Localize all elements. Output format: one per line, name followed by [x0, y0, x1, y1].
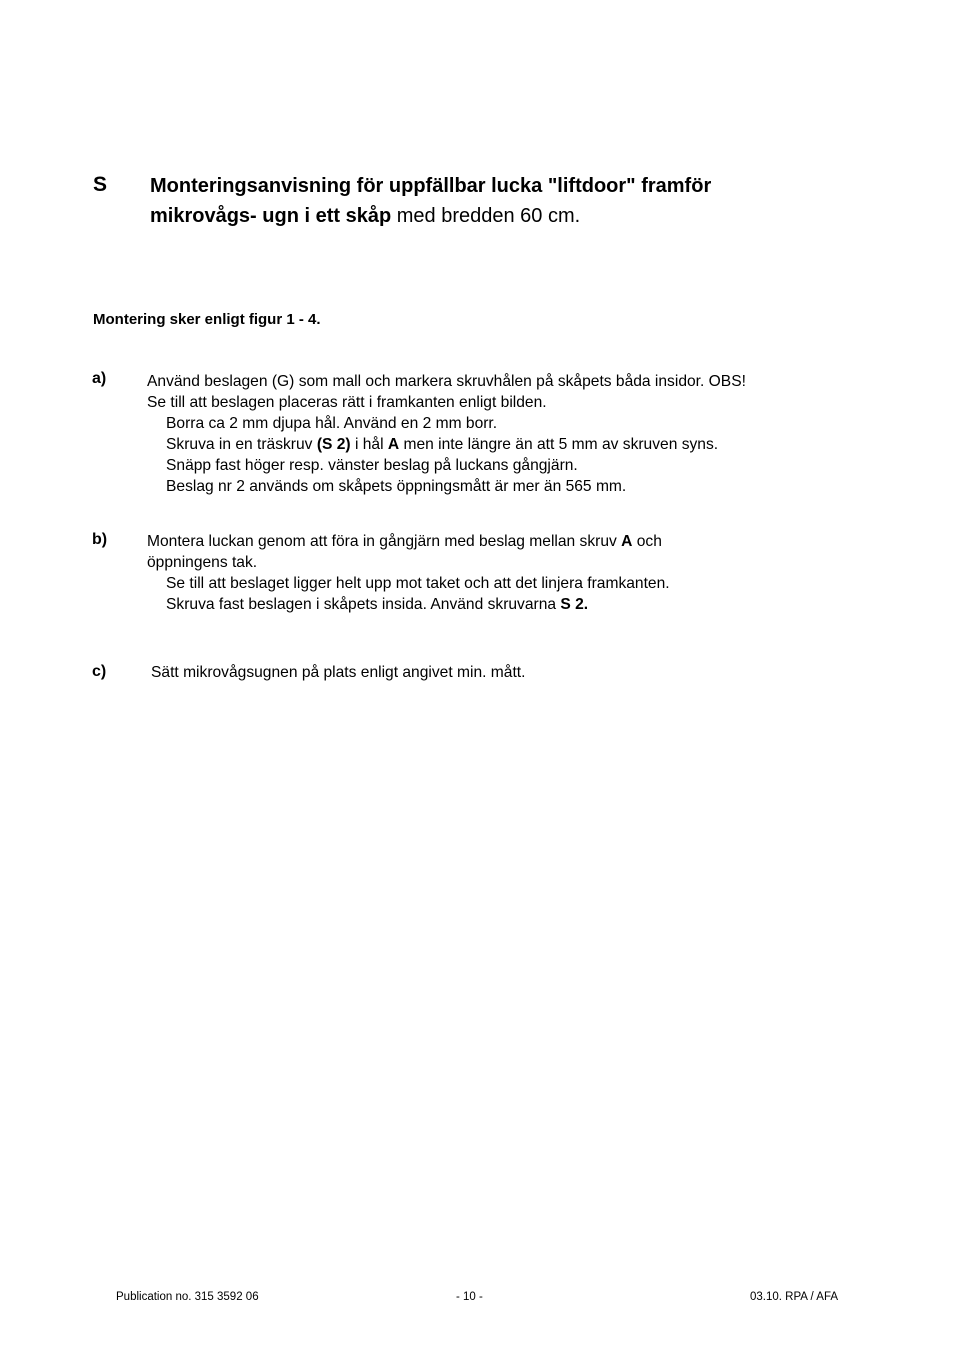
step-a-marker: a)	[92, 370, 107, 387]
step-a-line-4	[147, 434, 746, 455]
step-a-line-1: Använd beslagen (G) som mall och markera skruvhålen på skåpets båda insidor. OBS!	[147, 373, 746, 390]
title-line-2	[150, 201, 711, 231]
step-b-marker: b)	[92, 531, 108, 548]
step-c-text	[151, 662, 525, 683]
step-a-line-2: Se till att beslagen placeras rätt i framkanten enligt bilden.	[147, 394, 547, 411]
step-a-line-4-text-2: i hål	[350, 436, 388, 453]
page-title	[150, 171, 711, 231]
language-code: S	[93, 173, 108, 196]
step-a-text	[147, 371, 746, 497]
step-b-line-4	[147, 594, 670, 615]
step-a-line-4-bold-2: A	[387, 436, 400, 453]
step-b-line-3: Se till att beslaget ligger helt upp mot taket och att det linjera framkanten.	[166, 575, 670, 592]
step-a-line-4-bold-1: (S 2)	[316, 436, 351, 453]
step-c-line-1: Sätt mikrovågsugnen på plats enligt angivet min. mått.	[151, 664, 526, 681]
step-b-line-1-text-2: och	[632, 533, 662, 550]
step-a-line-3: Borra ca 2 mm djupa hål. Använd en 2 mm borr.	[166, 415, 498, 432]
step-b-line-4-bold: S 2.	[560, 596, 589, 613]
footer-publication: Publication no. 315 3592 06	[116, 1291, 259, 1303]
step-c-marker: c)	[92, 663, 107, 680]
step-b-text	[147, 531, 670, 615]
title-line-2-normal: med bredden 60 cm.	[391, 205, 581, 227]
step-b-line-2: öppningens tak.	[147, 554, 258, 571]
intro-heading: Montering sker enligt figur 1 - 4.	[93, 311, 321, 328]
step-b-line-1-text-1: Montera luckan genom att föra in gångjärn med beslag mellan skruv	[147, 533, 622, 550]
step-b-line-4-text: Skruva fast beslagen i skåpets insida. Använd skruvarna	[166, 596, 561, 613]
step-a-line-6: Beslag nr 2 används om skåpets öppningsmått är mer än 565 mm.	[166, 478, 627, 495]
footer-page-number: - 10 -	[456, 1291, 483, 1303]
step-a-line-4-text-1: Skruva in en träskruv	[166, 436, 317, 453]
step-a-line-5: Snäpp fast höger resp. vänster beslag på luckans gångjärn.	[166, 457, 578, 474]
step-a-line-4-text-3: men inte längre än att 5 mm av skruven syns.	[399, 436, 719, 453]
step-b-line-1-bold: A	[621, 533, 633, 550]
title-line-2-bold: mikrovågs- ugn i ett skåp	[150, 205, 392, 227]
title-line-1: Monteringsanvisning för uppfällbar lucka "liftdoor" framför	[150, 175, 712, 197]
step-b-line-1	[147, 531, 670, 552]
footer-revision: 03.10. RPA / AFA	[750, 1291, 839, 1303]
